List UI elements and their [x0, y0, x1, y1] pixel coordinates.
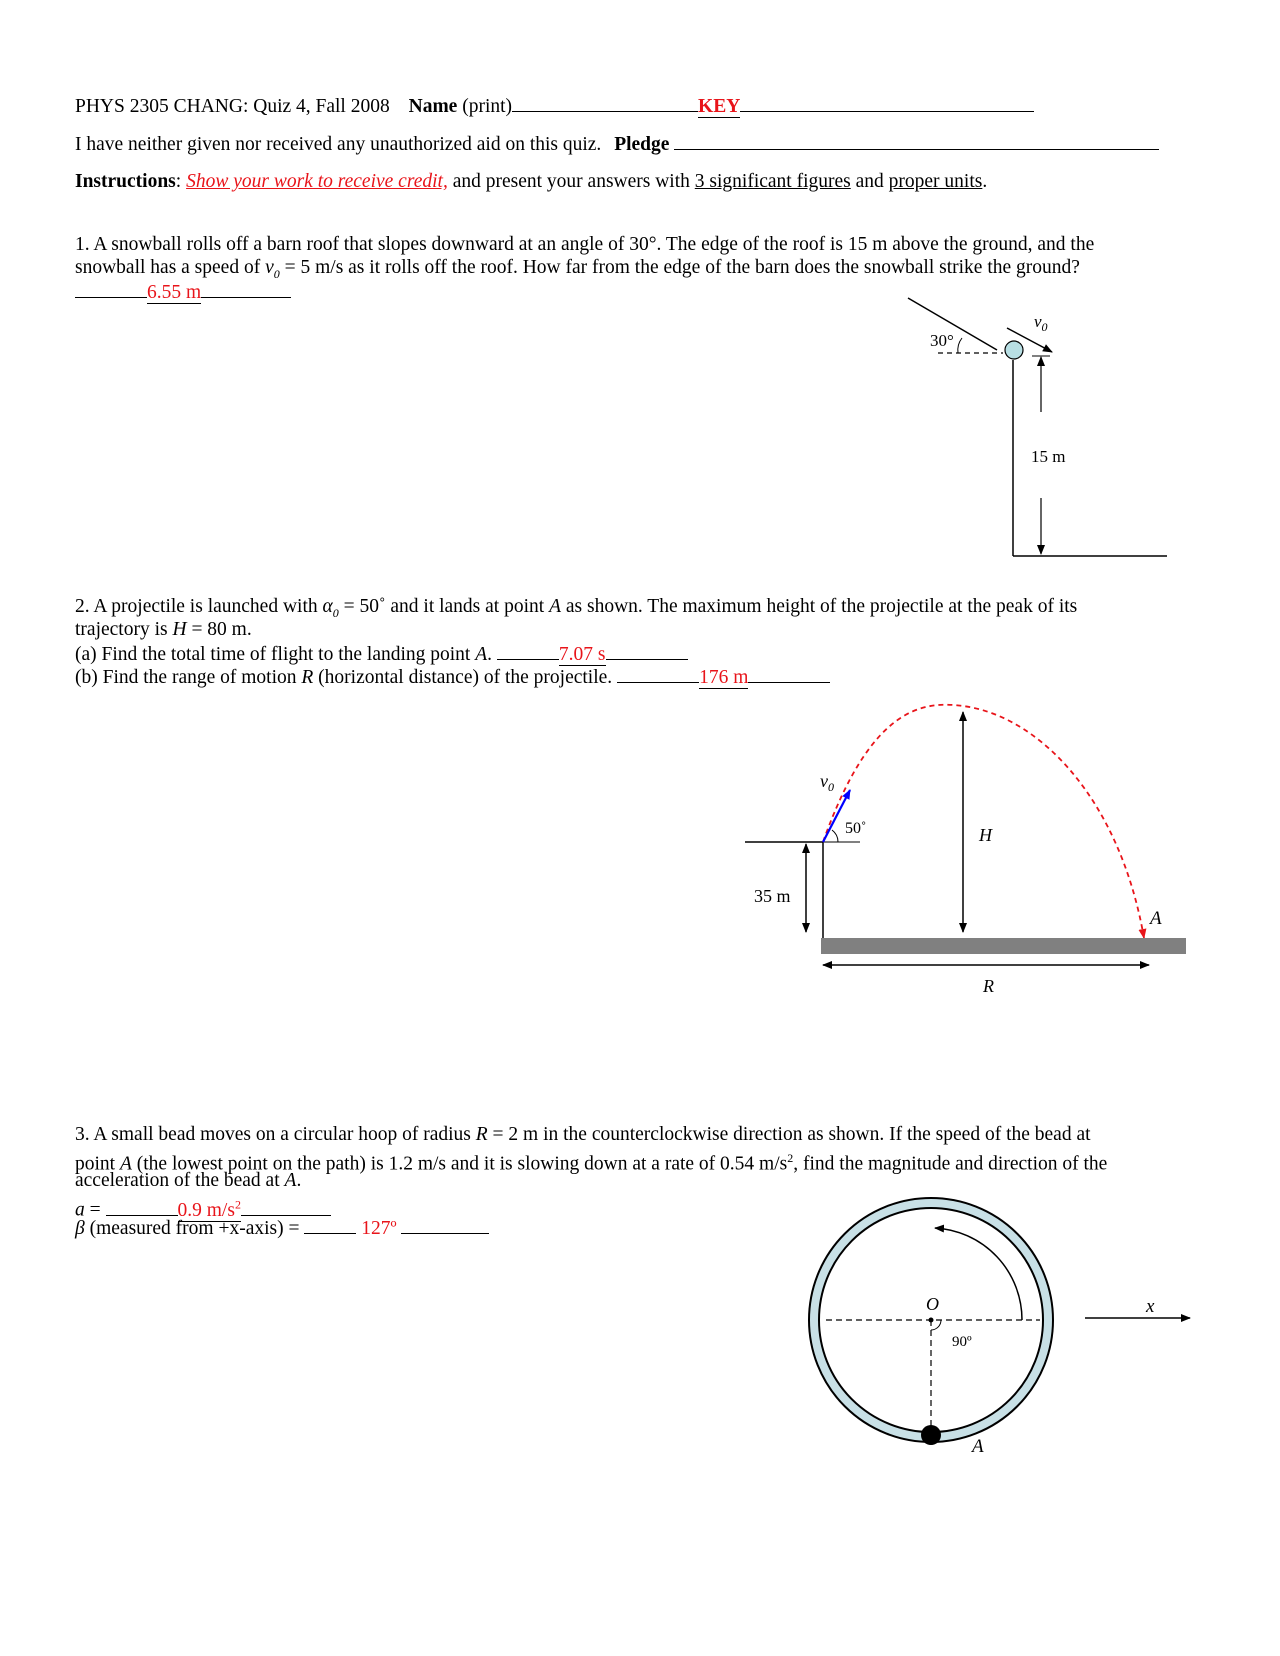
- q2-H-label: H: [979, 825, 992, 845]
- q2-part-a: (a) Find the total time of flight to the landing point A. 7.07 s: [75, 641, 688, 667]
- q1-angle-label: 30°: [930, 331, 954, 350]
- q1-height-label: 15 m: [1031, 447, 1066, 466]
- name-label: Name: [408, 96, 458, 117]
- pledge-label: Pledge: [614, 134, 670, 155]
- instructions-red: Show your work to receive credit,: [186, 171, 448, 192]
- q1-line2-b: = 5 m/s as it rolls off the roof. How far from the edge of the barn does the snowball strike the ground?: [284, 257, 1080, 278]
- and-word: and: [855, 171, 884, 192]
- q2-part-b-a: (b) Find the range of motion: [75, 667, 297, 688]
- q3-center-dot: [929, 1318, 934, 1323]
- q2-answer-b: 176 m: [699, 667, 749, 688]
- q3-line1-a: 3. A small bead moves on a circular hoop of radius: [75, 1124, 471, 1145]
- q3-beta-label: β: [75, 1218, 85, 1239]
- q3-A-label: A: [972, 1436, 984, 1457]
- sig-figs: 3 significant figures: [694, 171, 851, 192]
- q3-beta-text: (measured from +x-axis) =: [89, 1218, 300, 1239]
- q3-a-label: a: [75, 1199, 85, 1221]
- q3-ccw-arrow: [935, 1228, 1022, 1320]
- instructions-label: Instructions: [75, 171, 176, 192]
- q3-angle-label: 90º: [952, 1334, 972, 1350]
- q3-x-label: x: [1146, 1296, 1155, 1317]
- q3-A: A: [119, 1153, 132, 1175]
- q3-a-eq: =: [89, 1199, 101, 1221]
- q2-line1-c: as shown. The maximum height of the projectile at the peak of its: [565, 596, 1078, 617]
- q2-angle-label: 50˚: [845, 820, 867, 837]
- q2-alpha: $\alpha_0$: [322, 596, 339, 620]
- q3-line3-text: acceleration of the bead at: [75, 1170, 280, 1191]
- q2-v0-label: $v_0$: [820, 771, 834, 794]
- pledge-text: I have neither given nor received any unauthorized aid on this quiz.: [75, 134, 602, 155]
- q3-answer-a: 0.9 $m/s^2$: [177, 1197, 241, 1221]
- q3-R: R: [475, 1124, 488, 1145]
- q3-line3-A: A: [284, 1170, 297, 1191]
- q1-v0: $v_0$: [265, 257, 280, 281]
- q3-line3: acceleration of the bead at A.: [75, 1170, 302, 1191]
- proper-units: proper units: [888, 171, 983, 192]
- q2-part-b-R: R: [301, 667, 314, 688]
- name-key: KEY: [698, 96, 741, 117]
- period: .: [982, 171, 988, 192]
- instructions-line: Instructions: Show your work to receive credit, and present your answers with 3 significant figures and proper units.: [75, 171, 988, 192]
- q2-A: A: [549, 596, 561, 617]
- q1-v0-label: $v_0$: [1034, 312, 1048, 334]
- q3-line2-c: , find the magnitude and direction of the: [793, 1153, 1108, 1175]
- q3-O-label: O: [926, 1294, 939, 1314]
- q3-line2-b: (the lowest point on the path) is 1.2 m/s and it is slowing down at a rate of 0.54 m/s: [136, 1153, 788, 1175]
- course-title: PHYS 2305 CHANG: Quiz 4, Fall 2008: [75, 96, 390, 117]
- q2-R-label: R: [983, 976, 994, 996]
- instructions-mid: and present your answers with: [452, 171, 690, 192]
- q1-answer: 6.55 m: [147, 282, 202, 303]
- q2-line1-a: 2. A projectile is launched with: [75, 596, 318, 617]
- q1-line2-a: snowball has a speed of: [75, 257, 261, 278]
- q2-line2-a: trajectory is: [75, 619, 168, 640]
- q3-bead: [921, 1425, 941, 1445]
- q2-H: H: [172, 619, 187, 640]
- q2-line2-b: = 80 m.: [191, 619, 252, 640]
- q1-line1: 1. A snowball rolls off a barn roof that slopes downward at an angle of 30°. The edge of the roof is 15 m above the ground, and the: [75, 234, 1095, 255]
- q2-part-a-A: A: [475, 644, 488, 665]
- q2-line1-b: = 50˚ and it lands at point: [343, 596, 545, 617]
- q2-height-label: 35 m: [754, 886, 791, 906]
- name-paren: (print): [462, 96, 513, 117]
- q2-A-label: A: [1150, 908, 1162, 929]
- q2-part-a-text: (a) Find the total time of flight to the landing point: [75, 644, 471, 665]
- q3-sup: 2: [787, 1151, 794, 1165]
- q2-part-b-b: (horizontal distance) of the projectile.: [318, 667, 613, 688]
- q3-line2-a: point: [75, 1153, 116, 1175]
- q2-answer-a: 7.07 s: [558, 644, 606, 665]
- q3-answer-beta: 127º: [361, 1218, 397, 1239]
- q3-line1-b: = 2 m in the counterclockwise direction as shown. If the speed of the bead at: [492, 1124, 1091, 1145]
